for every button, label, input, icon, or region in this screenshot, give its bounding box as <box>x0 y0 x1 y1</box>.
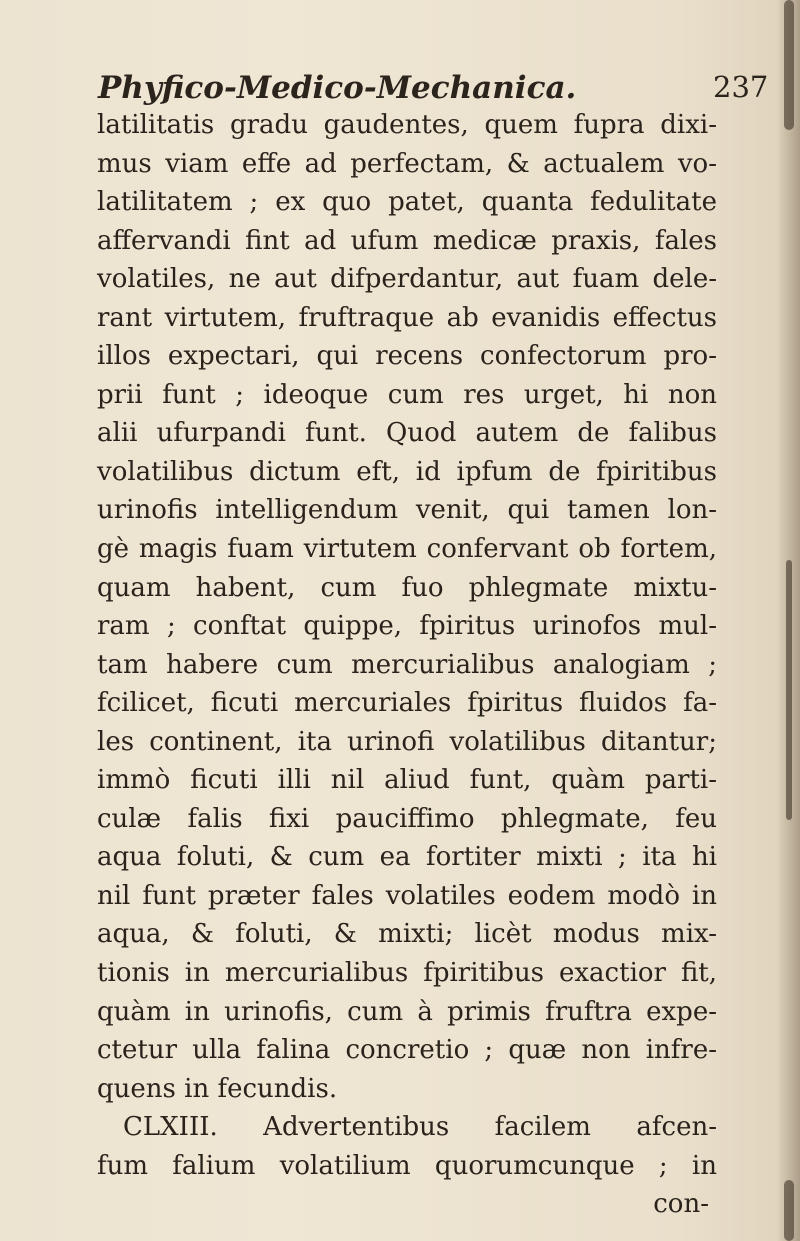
text-line: quens in fecundis. <box>97 1073 338 1104</box>
text-line: quam habent, cum fuo phlegmate mixtu- <box>97 572 717 603</box>
text-line: tam habere cum mercurialibus analogiam ; <box>97 649 717 680</box>
section-heading-line: CLXIII. Advertentibus facilem afcen- <box>123 1112 717 1143</box>
text-line: illos expectari, qui recens confectorum pro- <box>97 341 717 372</box>
page-number: 237 <box>713 70 769 104</box>
text-line: ram ; conftat quippe, fpiritus urinofos mul- <box>97 611 717 642</box>
text-line: ctetur ulla falina concretio ; quæ non infre- <box>97 1035 717 1066</box>
text-line: urinofis intelligendum venit, qui tamen lon- <box>97 495 717 526</box>
ink-bleed-mark <box>786 560 792 820</box>
text-line: mus viam effe ad perfectam, & actualem vo- <box>97 148 717 179</box>
running-title: Phyfico-Medico-Mechanica. <box>98 70 577 106</box>
text-line: quàm in urinofis, cum à primis fruftra expe- <box>97 996 717 1027</box>
text-line: volatiles, ne aut difperdantur, aut fuam dele- <box>97 264 717 295</box>
text-line: fum falium volatilium quorumcunque ; in <box>97 1150 717 1181</box>
text-line: nil funt præter fales volatiles eodem modò in <box>97 880 717 911</box>
text-line: alii ufurpandi funt. Quod autem de falibus <box>97 418 717 449</box>
text-line: aqua foluti, & cum ea fortiter mixti ; ita hi <box>97 842 717 873</box>
catchword: con- <box>653 1189 709 1220</box>
text-line: les continent, ita urinofi volatilibus ditantur; <box>97 726 717 757</box>
page-header <box>0 62 800 112</box>
text-line: volatilibus dictum eft, id ipfum de fpiritibus <box>97 456 717 487</box>
text-line: aqua, & foluti, & mixti; licèt modus mix- <box>97 919 717 950</box>
text-line: tionis in mercurialibus fpiritibus exactior fit, <box>97 958 717 989</box>
text-line: rant virtutem, fruftraque ab evanidis effectus <box>97 302 717 333</box>
text-line: latilitatis gradu gaudentes, quem fupra dixi- <box>97 110 717 140</box>
body-text <box>97 106 717 1224</box>
text-line: immò ficuti illi nil aliud funt, quàm parti- <box>97 765 717 796</box>
text-line: affervandi fint ad ufum medicæ praxis, fales <box>97 225 717 256</box>
ink-bleed-mark <box>784 1180 794 1241</box>
text-line: gè magis fuam virtutem confervant ob fortem, <box>97 534 717 565</box>
text-line: latilitatem ; ex quo patet, quanta fedulitate <box>97 187 717 218</box>
text-line: fcilicet, ficuti mercuriales fpiritus fluidos fa- <box>97 688 717 719</box>
text-line: prii funt ; ideoque cum res urget, hi non <box>97 379 717 410</box>
text-line: culæ falis fixi pauciffimo phlegmate, feu <box>97 803 717 834</box>
